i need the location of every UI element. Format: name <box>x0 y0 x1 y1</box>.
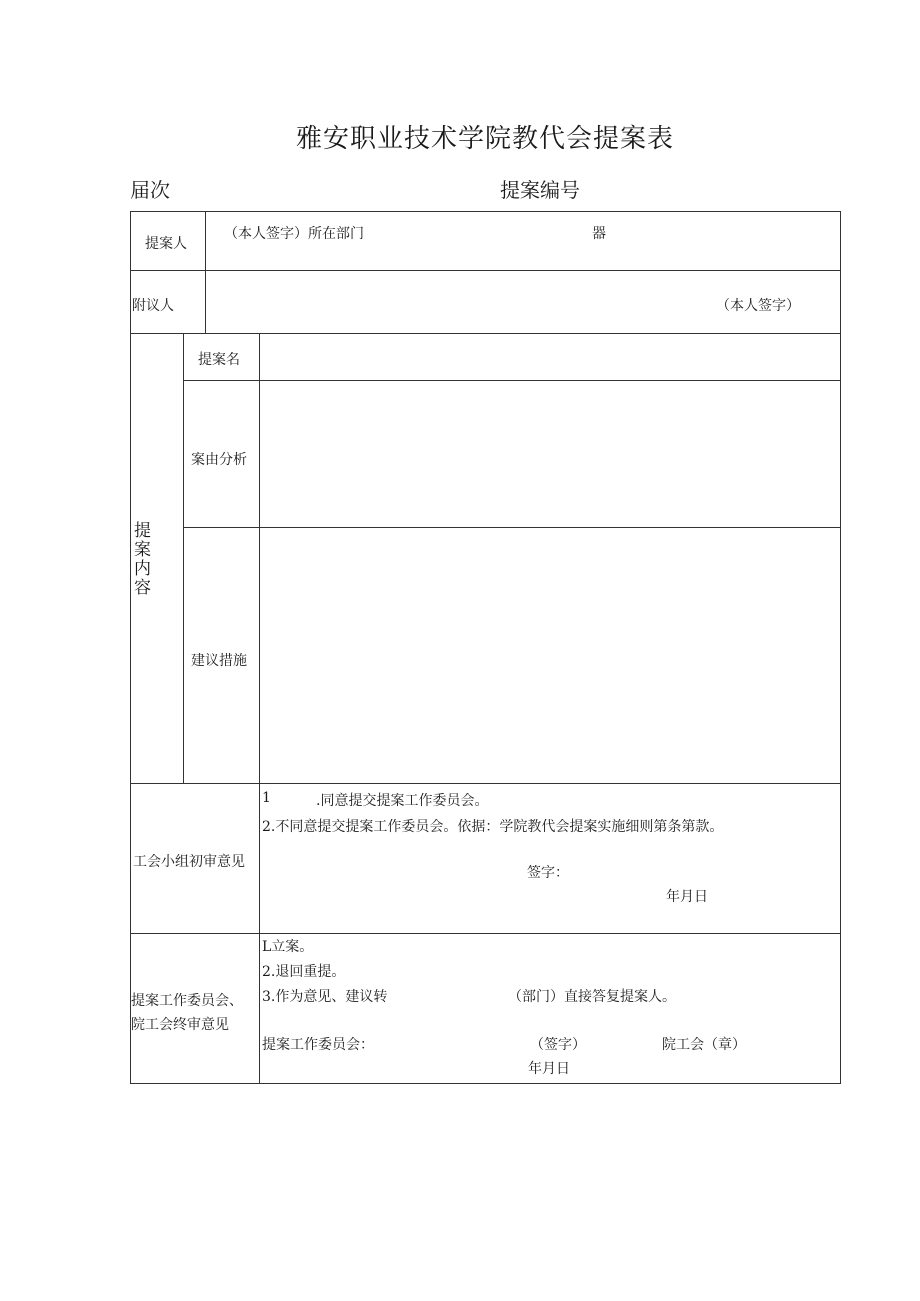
seconder-signature: （本人签字） <box>716 298 800 314</box>
final-option3-prefix: 3.作为意见、建议转 <box>262 989 388 1005</box>
column-divider <box>205 211 206 334</box>
proposal-content-section-label: 提案内容 <box>134 521 151 598</box>
page-title: 雅安职业技术学院教代会提案表 <box>295 124 674 154</box>
row-divider <box>183 527 841 528</box>
final-review-label-line1: 提案工作委员会、 <box>131 993 243 1009</box>
row-divider <box>183 380 841 381</box>
final-option1-text: L立案。 <box>262 939 314 955</box>
final-option3-suffix: （部门）直接答复提案人。 <box>508 989 676 1005</box>
union-option1-number: 1 <box>262 790 271 806</box>
proposal-number-label: 提案编号 <box>500 178 580 202</box>
proposal-name-label: 提案名 <box>198 352 240 368</box>
final-option2-text: 2.退回重提。 <box>262 964 346 980</box>
table-bottom-border <box>130 1083 841 1084</box>
seconder-label: 附议人 <box>132 298 174 314</box>
table-left-border <box>130 211 131 1084</box>
row-divider <box>130 270 841 271</box>
column-divider <box>183 333 184 784</box>
proposer-signature-dept: （本人签字）所在部门 <box>224 226 364 242</box>
row-divider <box>130 933 841 934</box>
union-seal-label: 院工会（章） <box>662 1037 746 1053</box>
column-divider <box>259 333 260 1084</box>
table-top-border <box>130 211 841 212</box>
proposer-trailing-text: 器 <box>592 226 606 242</box>
suggested-measures-label: 建议措施 <box>191 653 247 669</box>
row-divider <box>130 333 841 334</box>
case-analysis-label: 案由分析 <box>191 452 247 468</box>
union-option1-text: .同意提交提案工作委员会。 <box>316 793 489 809</box>
session-label: 届次 <box>130 178 170 202</box>
union-review-label: 工会小组初审意见 <box>133 854 245 870</box>
table-right-border <box>840 211 841 1084</box>
final-date-label: 年月日 <box>528 1061 570 1077</box>
proposer-label: 提案人 <box>145 236 187 252</box>
union-option2-text: 2.不同意提交提案工作委员会。依据：学院教代会提案实施细则第条第款。 <box>262 819 724 835</box>
committee-label: 提案工作委员会： <box>262 1037 374 1053</box>
final-review-label-line2: 院工会终审意见 <box>131 1017 229 1033</box>
committee-signature-label: （签字） <box>530 1037 586 1053</box>
row-divider <box>130 783 841 784</box>
union-signature-label: 签字： <box>527 865 569 881</box>
union-date-label: 年月日 <box>666 889 708 905</box>
